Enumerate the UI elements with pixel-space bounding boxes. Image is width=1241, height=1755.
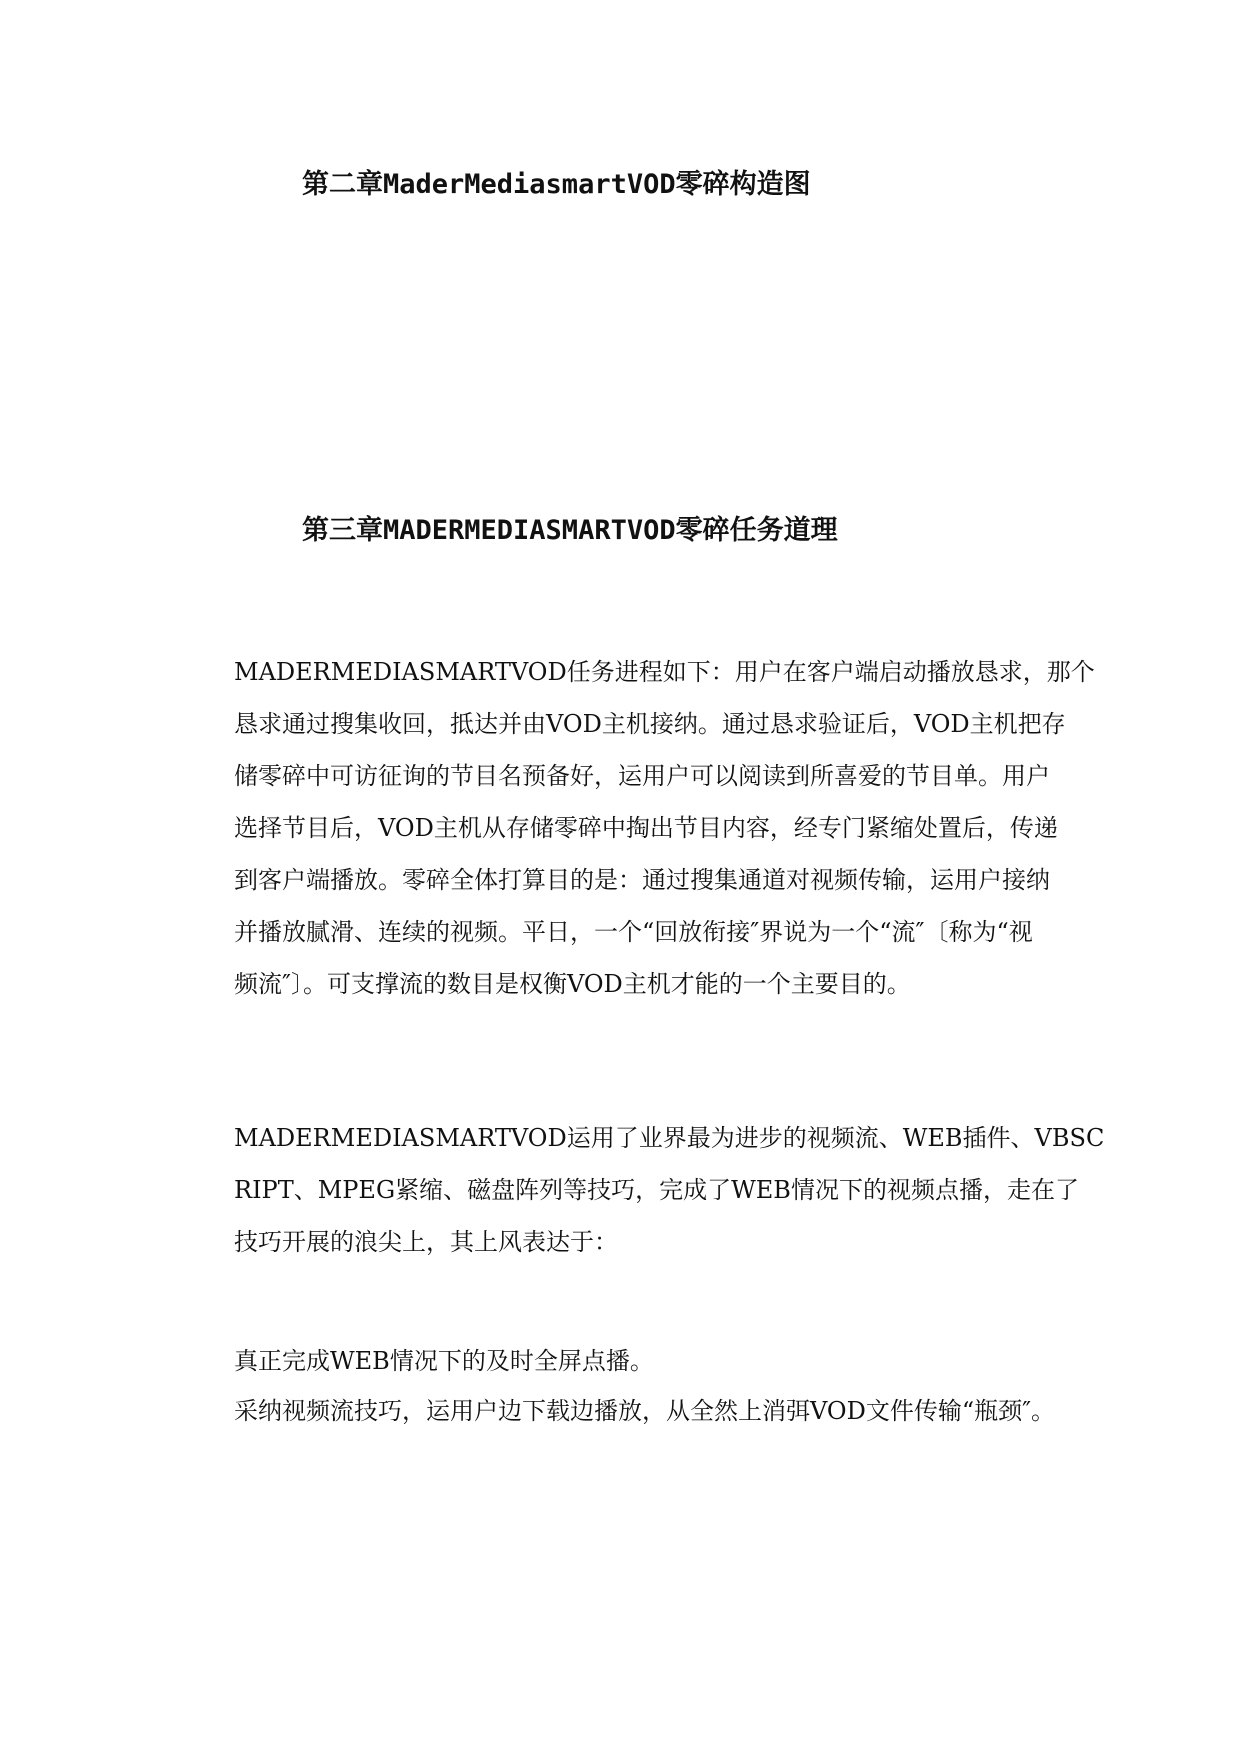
chapter-3-heading: 第三章MADERMEDIASMARTVOD零碎任务道理 xyxy=(302,515,838,546)
paragraph-line: 频流″〕。可支撑流的数目是权衡VOD主机才能的一个主要目的。 xyxy=(234,970,911,998)
feature-item: 真正完成WEB情况下的及时全屏点播。 xyxy=(234,1347,654,1375)
paragraph-line: MADERMEDIASMARTVOD任务进程如下：用户在客户端启动播放恳求，那个 xyxy=(234,658,1095,686)
paragraph-line: 储零碎中可访征询的节目名预备好，运用户可以阅读到所喜爱的节目单。用户 xyxy=(234,762,1050,790)
paragraph-line: 选择节目后，VOD主机从存储零碎中掏出节目内容，经专门紧缩处置后，传递 xyxy=(234,814,1058,842)
paragraph-line: 恳求通过搜集收回，抵达并由VOD主机接纳。通过恳求验证后，VOD主机把存 xyxy=(234,710,1066,738)
paragraph-technologies xyxy=(234,1112,1105,1268)
paragraph-line: MADERMEDIASMARTVOD运用了业界最为进步的视频流、WEB插件、VBSC xyxy=(234,1124,1105,1152)
chapter-2-heading: 第二章MaderMediasmartVOD零碎构造图 xyxy=(302,169,811,200)
paragraph-line: 并播放腻滑、连续的视频。平日，一个“回放衔接″界说为一个“流″〔称为“视 xyxy=(234,918,1033,946)
paragraph-line: RIPT、MPEG紧缩、磁盘阵列等技巧，完成了WEB情况下的视频点播，走在了 xyxy=(234,1176,1079,1204)
feature-item: 采纳视频流技巧，运用户边下载边播放，从全然上消弭VOD文件传输“瓶颈″。 xyxy=(234,1397,1056,1425)
feature-list xyxy=(234,1336,1094,1436)
paragraph-line: 技巧开展的浪尖上，其上风表达于： xyxy=(234,1228,618,1256)
paragraph-workflow xyxy=(234,646,1094,1010)
paragraph-line: 到客户端播放。零碎全体打算目的是：通过搜集通道对视频传输，运用户接纳 xyxy=(234,866,1050,894)
